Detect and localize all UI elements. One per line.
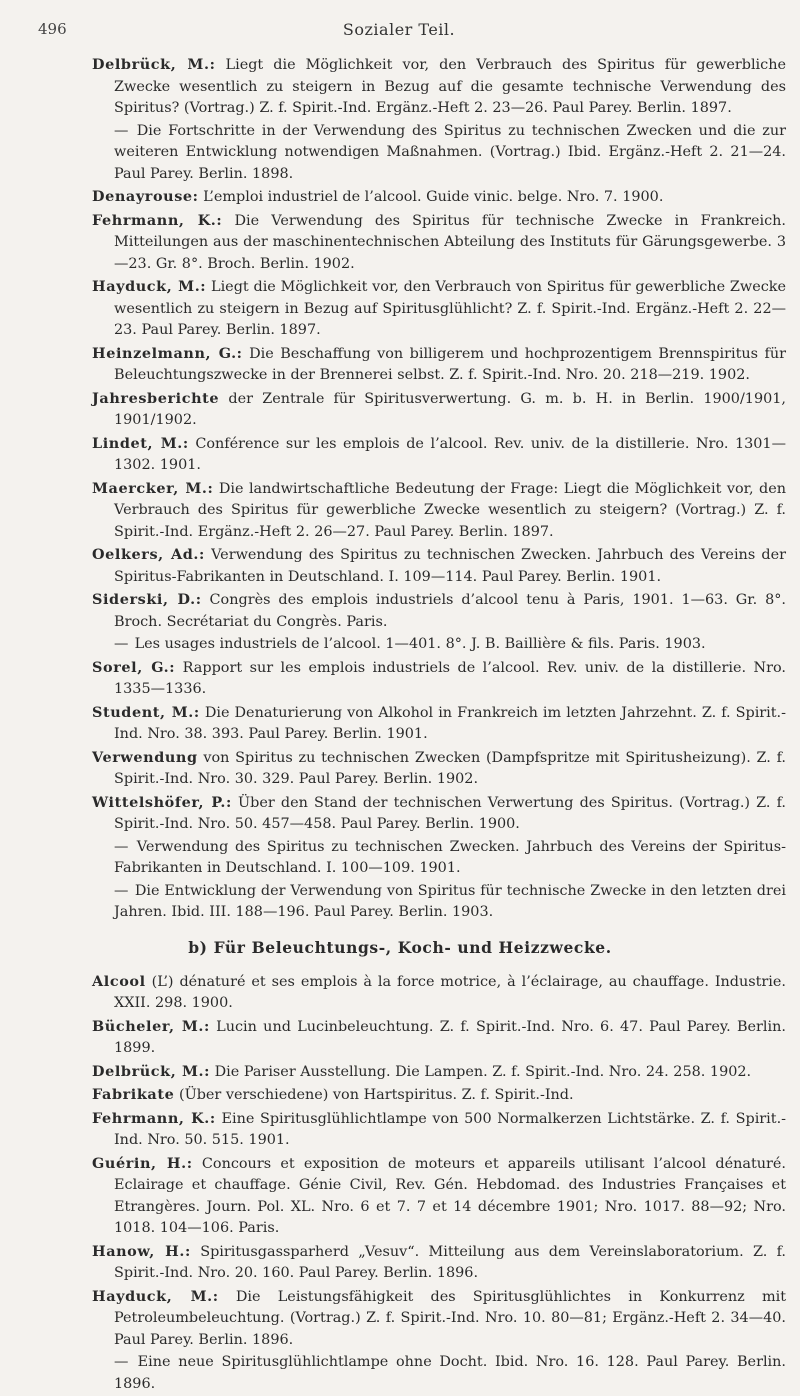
bibliography-list-a [0,54,800,924]
bibliography-entry [92,544,786,588]
entry-text: Die Pariser Ausstellung. Die Lampen. Z. f. Spirit.-Ind. Nro. 24. 258. 1902. [210,1063,752,1080]
entry-author: Student, M.: [92,703,200,721]
ditto-dash: — [114,122,129,139]
entry-author: Heinzelmann, G.: [92,344,243,362]
bibliography-entry [92,1352,786,1395]
entry-text: (L’) dénaturé et ses emplois à la force motrice, à l’éclairage, au chauffage. Industrie. XXII. 298. 1900. [114,973,786,1011]
entry-author: Fabrikate [92,1086,175,1103]
bibliography-list-b [0,971,800,1396]
entry-text: Über den Stand der technischen Verwertung des Spiritus. (Vortrag.) Z. f. Spirit.-Ind. Nro. 50. 457—458. Paul Parey. Berlin. 1900. [114,794,786,832]
bibliography-entry [92,837,786,880]
entry-author: Lindet, M.: [92,434,189,452]
entry-author: Maercker, M.: [92,479,214,497]
bibliography-entry [92,1153,786,1240]
bibliography-entry [92,54,786,120]
bibliography-entry [92,747,786,791]
page-number: 496 [38,20,67,38]
bibliography-entry [92,702,786,746]
entry-text: Die Denaturierung von Alkohol in Frankreich im letzten Jahrzehnt. Z. f. Spirit.-Ind. Nro. 38. 393. Paul Parey. Berlin. 1901. [114,704,786,742]
bibliography-entry [92,210,786,276]
entry-text: Lucin und Lucinbeleuchtung. Z. f. Spirit.-Ind. Nro. 6. 47. Paul Parey. Berlin. 1899. [114,1018,786,1056]
entry-text: Conférence sur les emplois de l’alcool. Rev. univ. de la distillerie. Nro. 1301—1302. 1901. [114,435,786,473]
section-heading: b) Für Beleuchtungs-, Koch- und Heizzwecke. [188,937,612,957]
entry-text: Die Entwicklung der Verwendung von Spiritus für technische Zwecke in den letzten drei Jahren. Ibid. III. 188—196. Paul Parey. Berlin. 1903. [114,882,786,920]
bibliography-entry [92,388,786,432]
entry-author: Guérin, H.: [92,1154,193,1172]
bibliography-entry [92,186,786,209]
entry-text: Eine Spiritusglühlichtlampe von 500 Normalkerzen Lichtstärke. Z. f. Spirit.-Ind. Nro. 50. 515. 1901. [114,1110,786,1148]
entry-text: von Spiritus zu technischen Zwecken (Dampfspritze mit Spiritusheizung). Z. f. Spirit.-Ind. Nro. 30. 329. Paul Parey. Berlin. 1902. [114,749,786,787]
entry-text: (Über verschiedene) von Hartspiritus. Z. f. Spirit.-Ind. [174,1087,574,1103]
entry-author: Hanow, H.: [92,1242,191,1260]
entry-author: Bücheler, M.: [92,1017,210,1035]
bibliography-entry [92,121,786,186]
bibliography-entry [92,634,786,656]
entry-author: Fehrmann, K.: [92,1109,216,1127]
entry-author: Oelkers, Ad.: [92,546,205,563]
entry-author: Hayduck, M.: [92,1287,219,1305]
entry-author: Wittelshöfer, P.: [92,793,232,811]
entry-text: Liegt die Möglichkeit vor, den Verbrauch des Spiritus für gewerbliche Zwecke wesentlich zu steigern in Bezug auf die gesamte technische Verwendung des Spiritus? (Vortrag.) Z. f. Spirit.-Ind. Ergänz.-Heft 2. 23—26. Paul Parey. Berlin. 1897. [114,57,787,116]
ditto-dash: — [114,1354,129,1370]
entry-text: der Zentrale für Spiritusverwertung. G. m. b. H. in Berlin. 1900/1901, 1901/1902. [114,390,786,428]
entry-text: Congrès des emplois industriels d’alcool tenu à Paris, 1901. 1—63. Gr. 8°. Broch. Secrétariat du Congrès. Paris. [114,592,786,630]
bibliography-entry [92,589,786,633]
entry-author: Hayduck, M.: [92,278,207,295]
entry-text: Eine neue Spiritusglühlichtlampe ohne Docht. Ibid. Nro. 16. 128. Paul Parey. Berlin. 1896. [114,1354,786,1392]
bibliography-entry [92,657,786,701]
bibliography [0,54,800,1396]
entry-text: Verwendung des Spiritus zu technischen Zwecken. Jahrbuch des Vereins der Spiritus-Fabrikanten in Deutschland. I. 100—109. 1901. [114,838,786,876]
bibliography-entry [92,971,786,1015]
entry-text: Die Beschaffung von billigerem und hochprozentigem Brennspiritus für Beleuchtungszwecke in der Brennerei selbst. Z. f. Spirit.-Ind. Nro. 20. 218—219. 1902. [114,345,786,383]
bibliography-entry [92,792,786,836]
entry-author: Delbrück, M.: [92,1062,211,1080]
bibliography-entry [92,276,786,342]
entry-author: Fehrmann, K.: [92,211,223,229]
bibliography-entry [92,1016,786,1060]
running-title: Sozialer Teil. [342,20,456,39]
entry-text: Spiritusgassparherd „Vesuv“. Mitteilung aus dem Vereinslaboratorium. Z. f. Spirit.-Ind. Nro. 20. 160. Paul Parey. Berlin. 1896. [114,1243,786,1281]
entry-author: Verwendung [92,748,198,766]
entry-author: Jahresberichte [92,389,220,407]
entry-text: Die landwirtschaftliche Bedeutung der Frage: Liegt die Möglichkeit vor, den Verbrauch des Spiritus für gewerbliche Zwecke wesentlich zu steigern? (Vortrag.) Z. f. Spirit.-Ind. Ergänz.-Heft 2. 26—27. Paul Parey. Berlin. 1897. [114,480,786,540]
entry-text: Rapport sur les emplois industriels de l’alcool. Rev. univ. de la distillerie. Nro. 1335—1336. [114,659,786,697]
entry-text: Verwendung des Spiritus zu technischen Zwecken. Jahrbuch des Vereins der Spiritus-Fabrikanten in Deutschland. I. 109—114. Paul Parey. Berlin. 1901. [114,547,786,585]
entry-author: Sorel, G.: [92,658,176,676]
bibliography-entry [92,478,786,544]
entry-text: Die Leistungsfähigkeit des Spiritusglühlichtes in Konkurrenz mit Petroleumbeleuchtung. (Vortrag.) Z. f. Spirit.-Ind. Nro. 10. 80—81; Ergänz.-Heft 2. 34—40. Paul Parey. Berlin. 1896. [114,1288,786,1348]
entry-text: Die Verwendung des Spiritus für technische Zwecke in Frankreich. Mitteilungen aus der maschinentechnischen Abteilung des Instituts für Gärungsgewerbe. 3—23. Gr. 8°. Broch. Berlin. 1902. [114,212,786,272]
bibliography-entry [92,1108,786,1152]
entry-author: Delbrück, M.: [92,56,216,73]
bibliography-entry [92,343,786,387]
bibliography-entry [92,1241,786,1285]
entry-author: Siderski, D.: [92,591,202,608]
ditto-dash: — [114,838,129,855]
entry-text: Concours et exposition de moteurs et appareils utilisant l’alcool dénaturé. Eclairage et chauffage. Génie Civil, Rev. Gén. Hebdomad. des Industries Françaises et Etrangères. Journ. Pol. XL. Nro. 6 et 7. 7 et 14 décembre 1901; Nro. 1017. 88—92; Nro. 1018. 104—106. Paris. [114,1155,786,1236]
bibliography-entry [92,433,786,477]
bibliography-entry [92,1286,786,1352]
entry-author: Denayrouse: [92,188,199,205]
bibliography-entry [92,881,786,924]
entry-text: Les usages industriels de l’alcool. 1—401. 8°. J. B. Baillière & fils. Paris. 1903. [130,636,706,652]
ditto-dash: — [114,636,129,652]
entry-author: Alcool [92,972,146,990]
ditto-dash: — [114,882,129,899]
entry-text: Liegt die Möglichkeit vor, den Verbrauch von Spiritus für gewerbliche Zwecke wesentlich zu steigern in Bezug auf Spiritusglühlicht? Z. f. Spirit.-Ind. Ergänz.-Heft 2. 22—23. Paul Parey. Berlin. 1897. [114,279,787,338]
entry-text: Die Fortschritte in der Verwendung des Spiritus zu technischen Zwecken und die zur weiteren Entwicklung notwendigen Maßnahmen. (Vortrag.) Ibid. Ergänz.-Heft 2. 21—24. Paul Parey. Berlin. 1898. [114,122,786,182]
entry-text: L’emploi industriel de l’alcool. Guide vinic. belge. Nro. 7. 1900. [198,189,664,205]
bibliography-entry [92,1061,786,1084]
running-head [38,20,760,42]
bibliography-entry [92,1084,786,1107]
